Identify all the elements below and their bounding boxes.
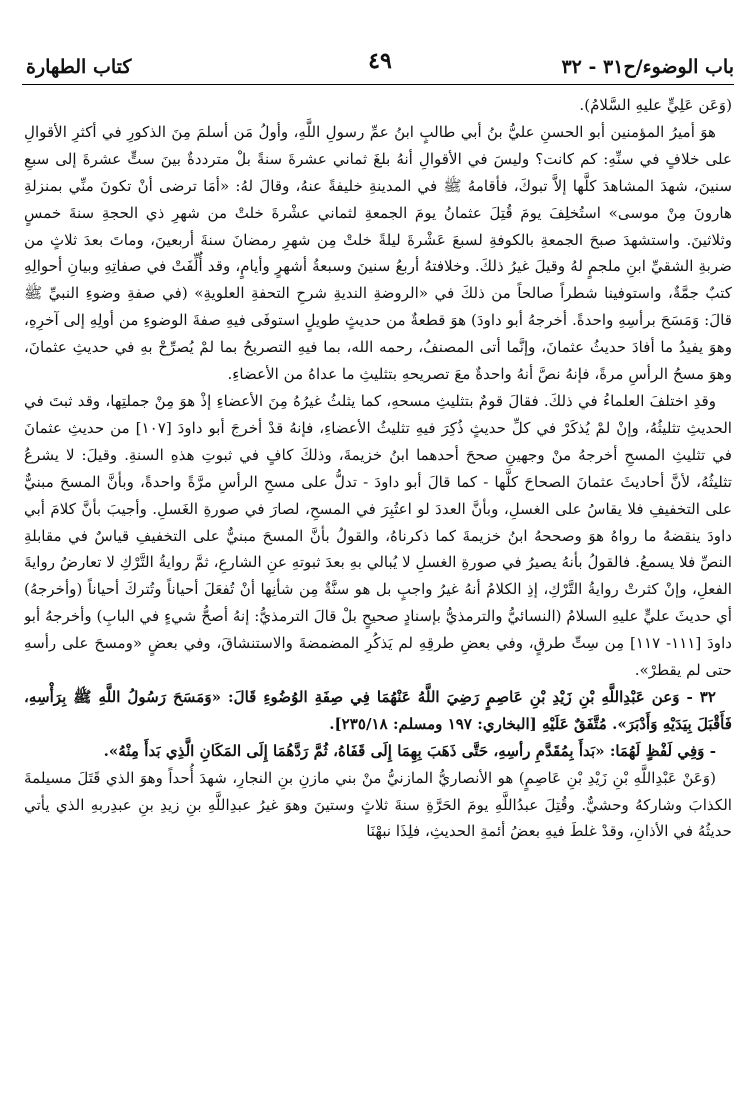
chapter-reference: باب الوضوء/ح٣١ - ٣٢ [561, 56, 734, 78]
paragraph-narrator-ali: (وَعَن عَلِيٍّ عليهِ السَّلامُ). [579, 96, 732, 114]
paragraph-commentary: (وَعَنْ عَبْدِاللَّهِ بْنِ زَيْدِ بْنِ عَاصِمٍ) هو الأنصاريُّ المازنيُّ منْ بني مازنِ بنِ النجارِ، شهدَ أُحداً وهوَ الذي قَتَلَ مسيلمةَ الكذابَ وشاركهُ وحشيٌّ. وقُتِلَ عبدُاللَّهِ يومَ الحَرَّةِ سنةَ ثلاثٍ وستينَ وهوَ غيرُ عبدِاللَّهِ بنِ زيدِ بنِ عبدِربهِ الذي يأتي حديثُهُ في الأذانِ، وقدْ غلطَ فيهِ بعضُ أئمةِ الحديثِ، فلِذَا نبهْنَا [24, 768, 732, 841]
hadith-number: ٣٢ [699, 687, 716, 706]
book-title: كتاب الطهارة [26, 56, 132, 78]
hadith-text: - وَعن عَبْدِاللَّهِ بْنِ زَيْدِ بْنِ عَاصِمٍ رَضِيَ اللَّهُ عَنْهُمَا فِي صِفَةِ الوُضُوءِ قَالَ: «وَمَسَحَ رَسُولُ اللَّهِ ﷺ بِرَأْسِهِ، فَأَقْبَلَ بِيَدَيْهِ وَأَدْبَرَ». مُتَّفَقٌ عَلَيْهِ [البخاري: ١٩٧ ومسلم: ٢٣٥/١٨]. [24, 687, 732, 733]
header-divider [22, 84, 734, 85]
paragraph-scholars-dispute: وقدِ اختلفَ العلماءُ في ذلكَ. فقالَ قومٌ بتثليثِ مسحهِ، كما يثلثُ غيرُهُ مِنَ الأعضاءِ إذْ هوَ مِنْ جملتِها، وقد ثبتَ في الحديثِ تثليثُهُ، وإنْ لمْ يُذكَرْ في كلِّ حديثٍ ذُكِرَ فيهِ تثليثُ الأعضاءِ، فإنهُ قدْ أخرجَ أبو داودَ [١٠٧] من حديثِ عثمانَ في تثليثِ المسحِ أخرجهُ منْ وجهينِ صححَ أحدهما ابنُ خزيمةَ، وذلكَ كافٍ في ثبوتِ هذهِ السنةِ. وقيلَ: لا يشرعُ تثليثُهُ، لأنَّ أحاديثَ عثمانَ الصحاحَ كلَّها - كما قالَ أبو داودَ - تدلُّ على مسحِ الرأسِ مرَّةً واحدةً، وبأنَّ المسحَ مبنيٌّ على التخفيفِ فلا يقاسُ على الغسلِ، وبأنَّ العددَ لو اعتُبِرَ في المسحِ، لصارَ في صورةِ الغَسلِ. وأجيبَ بأنَّ كلامَ أبي داودَ ينقضهُ ما رواهُ هوَ وصححهُ ابنُ خزيمةَ كما ذكرناهُ، والقولُ بأنَّ المسحَ مبنيٌّ على التخفيفِ قياسٌ في مقابلةِ النصِّ فلا يسمعُ. فالقولُ بأنهُ يصيرُ في صورةِ الغسلِ لا يُبالي بهِ بعدَ ثبوتهِ عنِ الشارعِ، ثمَّ روايةُ التَّرْكِ لا تعارضُ روايةَ الفعلِ، وإنْ كثرتْ روايةُ التَّرْكِ، إذِ الكلامُ أنهُ غيرُ واجبٍ بل هو سنَّةٌ مِن شأنِها أنْ تُفعَلَ أحياناً وتُتركَ أحياناً (وأخرجهُ) أي حديثَ عليٍّ عليهِ السلامُ (النسائيُّ والترمذيُّ بإسنادٍ صحيحٍ بلْ قالَ الترمذيُّ: إنهُ أصحُّ شيءٍ في البابِ) وأخرجهُ أبو داودَ [١١١- ١١٧] مِن سِتِّ طرقٍ، وفي بعضِ طرقِهِ لم يَذكُرِ المضمضةَ والاستنشاقَ، وفي بعضٍ «ومسحَ على رأسهِ حتى لم يقطرْ». [24, 391, 732, 680]
hadith-variant: - وَفِي لَفْظٍ لَهُمَا: «بَدأَ بِمُقَدَّمِ رأسِهِ، حَتَّى ذَهَبَ بِهِمَا إِلَى قَفَاهُ، ثُمَّ رَدَّهُمَا إِلَى المَكَانِ الَّذِي بَدأَ مِنْهُ». [103, 741, 716, 760]
running-header [26, 44, 734, 80]
hadith-32 [24, 684, 732, 738]
paragraph-biography: هوَ أميرُ المؤمنين أبو الحسنِ عليُّ بنُ أبي طالبٍ ابنُ عمِّ رسولِ اللَّهِ، وأولُ مَن أسلمَ مِنَ الذكورِ في أكثرِ الأقوالِ على خلافٍ في سنِّهِ: كم كانت؟ وليسَ في الأقوالِ أنهُ بلغَ ثماني عشرةَ سنةً بلْ مترددةٌ بينَ ستٍّ عشرةَ إلى سبعِ سنينَ، شهدَ المشاهدَ كلَّها إلاَّ تبوكَ، فأقامهُ ﷺ في المدينةِ خليفةً عنهُ، وقالَ لهُ: «أمَا ترضى أنْ تكونَ منِّي بمنزلةِ هارونَ مِنْ موسى» استُخلِفَ يومَ قُتِلَ عثمانُ يومَ الجمعةِ لثماني عشْرةَ خلتْ من شهرِ ذي الحجةِ سنةَ خمسٍ وثلاثينَ. واستشهدَ صبحَ الجمعةِ بالكوفةِ لسبعَ عَشْرةَ ليلةً خلتْ مِن شهرِ رمضانَ سنةَ أربعينَ، وماتَ بعدَ ثلاثٍ من ضربةِ الشقيِّ ابنِ ملجمٍ لهُ وقيلَ غيرُ ذلكَ. وخلافتهُ أربعُ سنينَ وسبعةُ أشهرٍ وأيامٍ، وقد أُلِّفَتْ في صفاتِهِ وبيانِ أحوالِهِ كتبٌ جمَّةٌ، واستوفينا شطراً صالحاً من ذلكَ في «الروضةِ النديةِ شرحِ التحفةِ العلويةِ» (في صفةِ وضوءِ النبيِّ ﷺ قالَ: وَمَسَحَ برأسِهِ واحدةً. أخرجهُ أبو داودَ) هوَ قطعةٌ من حديثٍ طويلٍ استوفَى فيهِ صفةَ الوضوءِ من أولِهِ إلى آخرِهِ، وهوَ يفيدُ ما أفادَ حديثُ عثمانَ، وإنَّما أتى المصنفُ، رحمه الله، بما فيهِ التصريحُ بما لمْ يُصرِّحْ بهِ في حديثِ عثمانَ، وهوَ مسحُ الرأسِ مرةً، فإنهُ نصَّ أنهُ واحدةٌ معَ تصريحهِ بتثليثِ ما عداهُ من الأعضاءِ. [24, 122, 732, 384]
text-body [24, 92, 732, 1105]
page-number: ٤٩ [368, 48, 392, 74]
